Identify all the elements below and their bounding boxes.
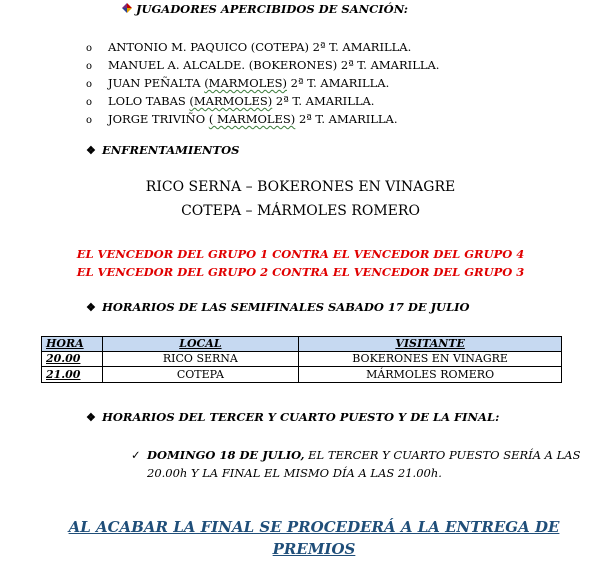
arrow-bullet-icon xyxy=(122,2,136,16)
semifinales-table xyxy=(41,336,562,383)
closing-line-1: AL ACABAR LA FINAL SE PROCEDERÁ A LA ENTREGA DE xyxy=(68,518,560,536)
header-local: LOCAL xyxy=(102,337,299,352)
table-row xyxy=(42,367,562,383)
circle-bullet-icon: o xyxy=(86,61,93,72)
cell-visitante: BOKERONES EN VINAGRE xyxy=(299,352,562,367)
group-note-2: EL VENCEDOR DEL GRUPO 2 CONTRA EL VENCEDOR DEL GRUPO 3 xyxy=(76,265,525,279)
final-line-1: ✓ DOMINGO 18 DE JULIO, EL TERCER Y CUARTO PUESTO SERÍA A LAS xyxy=(131,448,581,462)
closing-line-2: PREMIOS xyxy=(272,540,356,558)
enfrentamientos-heading: ❖ ENFRENTAMIENTOS xyxy=(86,143,240,157)
match-1: RICO SERNA – BOKERONES EN VINAGRE xyxy=(145,179,456,195)
cell-local: RICO SERNA xyxy=(102,352,299,367)
list-item: o LOLO TABAS (MARMOLES) 2ª T. AMARILLA. xyxy=(86,92,439,110)
cell-hora: 20.00 xyxy=(42,352,103,367)
circle-bullet-icon: o xyxy=(86,97,93,108)
table-header-row xyxy=(42,337,562,352)
semifinales-heading: ❖ HORARIOS DE LAS SEMIFINALES SABADO 17 DE JULIO xyxy=(86,300,470,314)
cell-visitante: MÁRMOLES ROMERO xyxy=(299,367,562,383)
diamond-bullet-icon: ❖ xyxy=(86,301,96,314)
match-2: COTEPA – MÁRMOLES ROMERO xyxy=(181,203,420,219)
check-icon: ✓ xyxy=(131,448,141,462)
list-item: o ANTONIO M. PAQUICO (COTEPA) 2ª T. AMARILLA. xyxy=(86,38,439,56)
diamond-bullet-icon: ❖ xyxy=(86,411,96,424)
circle-bullet-icon: o xyxy=(86,79,93,90)
cell-hora: 21.00 xyxy=(42,367,103,383)
final-heading: ❖ HORARIOS DEL TERCER Y CUARTO PUESTO Y DE LA FINAL: xyxy=(86,410,500,424)
sanciones-list xyxy=(86,38,439,128)
final-line-2: 20.00h Y LA FINAL EL MISMO DÍA A LAS 21.00h. xyxy=(147,466,442,480)
list-item: o MANUEL A. ALCALDE. (BOKERONES) 2ª T. AMARILLA. xyxy=(86,56,439,74)
final-details xyxy=(131,446,580,482)
sanciones-heading xyxy=(122,2,408,16)
circle-bullet-icon: o xyxy=(86,115,93,126)
group-note-1: EL VENCEDOR DEL GRUPO 1 CONTRA EL VENCEDOR DEL GRUPO 4 xyxy=(76,247,525,261)
list-item: o JORGE TRIVIÑO ( MARMOLES) 2ª T. AMARILLA. xyxy=(86,110,439,128)
header-visitante: VISITANTE xyxy=(299,337,562,352)
circle-bullet-icon: o xyxy=(86,43,93,54)
table-row xyxy=(42,352,562,367)
diamond-bullet-icon: ❖ xyxy=(86,144,96,157)
cell-local: COTEPA xyxy=(102,367,299,383)
header-hora: HORA xyxy=(42,337,103,352)
sanciones-title: JUGADORES APERCIBIDOS DE SANCIÓN: xyxy=(136,2,409,16)
list-item: o JUAN PEÑALTA (MARMOLES) 2ª T. AMARILLA. xyxy=(86,74,439,92)
